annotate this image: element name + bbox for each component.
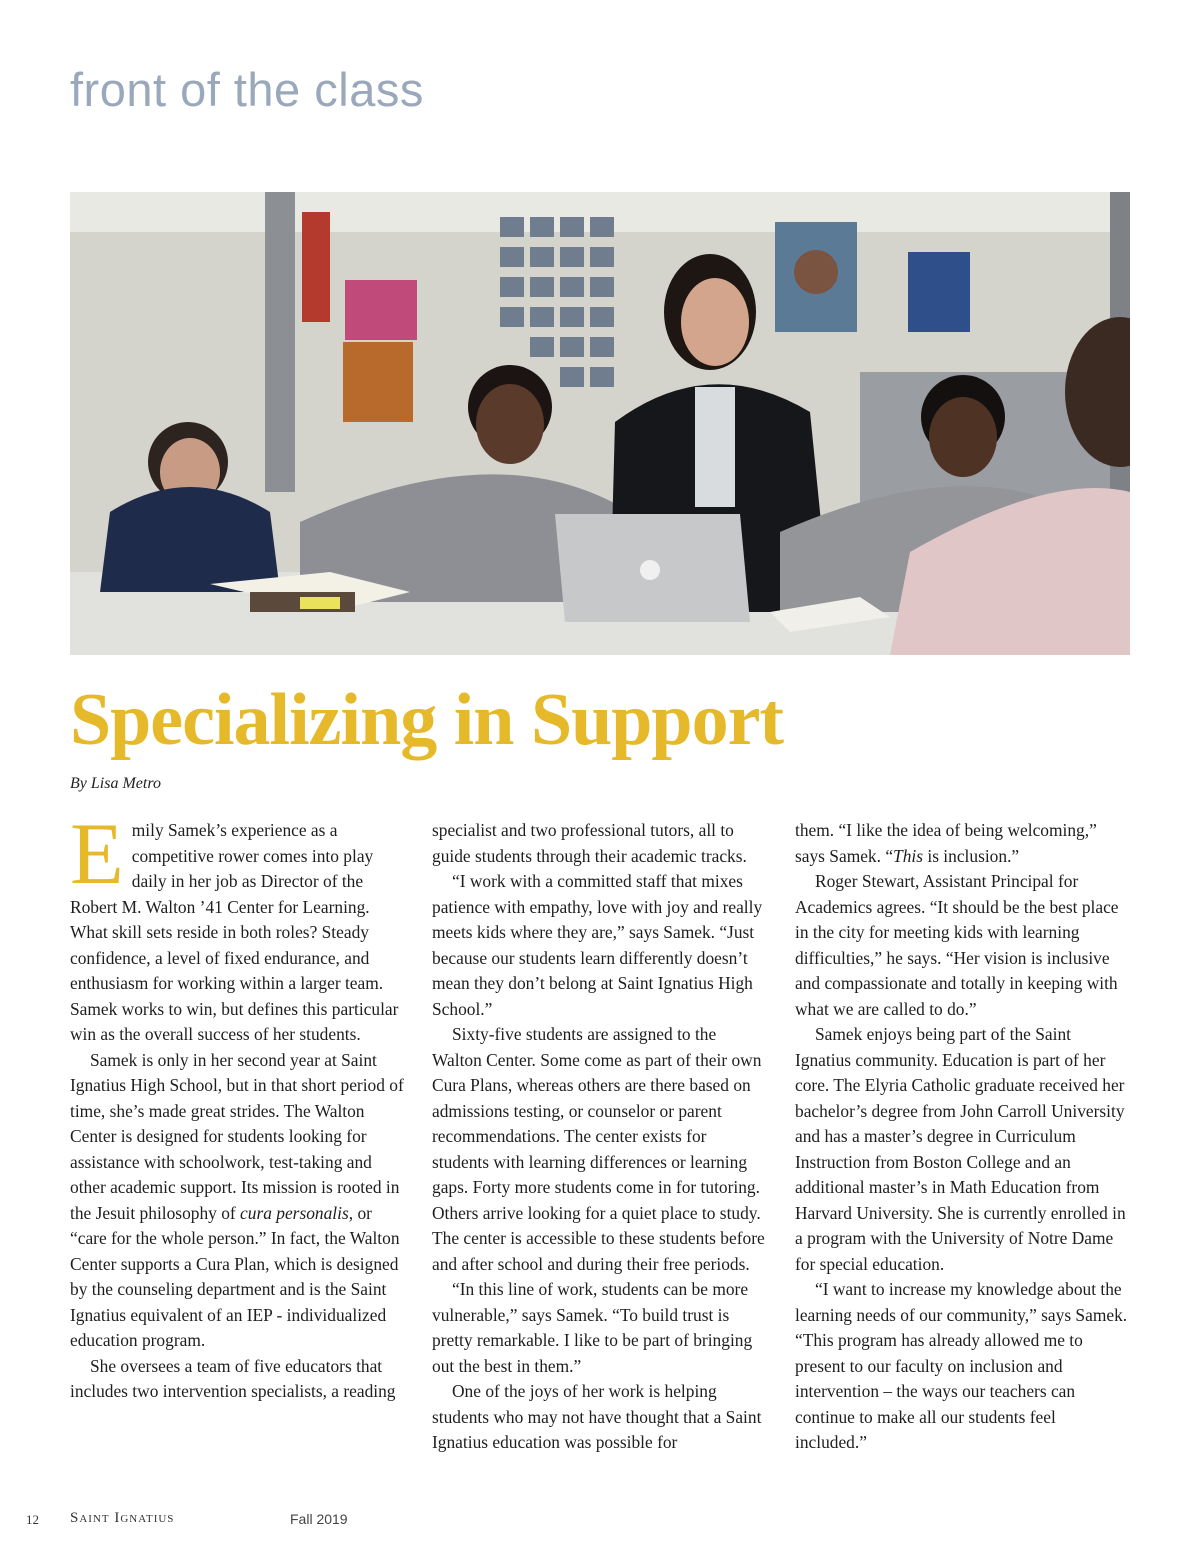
paragraph: specialist and two professional tutors, all to guide students through their academic tracks. <box>432 820 747 866</box>
section-label: front of the class <box>70 63 424 116</box>
paragraph-text: , or “care for the whole person.” In fact, the Walton Center supports a Cura Plan, which is designed by the counseling department and is the Saint Ignatius equivalent of an IEP - individualized education program. <box>70 1202 400 1350</box>
paragraph: She oversees a team of five educators that includes two intervention specialists, a reading <box>70 1355 396 1401</box>
paragraph: Roger Stewart, Assistant Principal for Academics agrees. “It should be the best place in the city for meeting kids with learning difficulties,” he says. “Her vision is inclusive and compassionate and totally in keeping with what we are called to do.” <box>795 871 1119 1019</box>
article-title: Specializing in Support <box>70 679 784 761</box>
paragraph: Sixty-five students are assigned to the Walton Center. Some come as part of their own Cura Plans, whereas others are there based on admissions testing, or counselor or parent recommendations. The center exists for students with learning differences or learning gaps. Forty more students come in for tutoring. Others arrive looking for a quiet place to study. The center is accessible to these students before and after school and during their free periods. <box>432 1024 765 1274</box>
paragraph <box>70 1048 405 1354</box>
page-number: 12 <box>26 1512 39 1527</box>
classroom-photo <box>70 192 1130 655</box>
emphasis-text: cura personalis <box>240 1202 349 1223</box>
paragraph: Samek enjoys being part of the Saint Ignatius community. Education is part of her core. The Elyria Catholic graduate received her bachelor’s degree from John Carroll University and has a master’s degree in Curriculum Instruction from Boston College and an additional master’s in Math Education from Harvard University. She is currently enrolled in a program with the University of Notre Dame for special education. <box>795 1024 1126 1274</box>
paragraph-text: is inclusion.” <box>923 845 1020 866</box>
paragraph-text: them. “I like the idea of being welcoming,” says Samek. “ <box>795 820 1097 866</box>
article-column-2 <box>432 818 767 1456</box>
byline: By Lisa Metro <box>70 775 161 792</box>
emphasis-text: This <box>893 845 924 866</box>
paragraph: “I want to increase my knowledge about the learning needs of our community,” says Samek. “This program has already allowed me to present to our faculty on inclusion and intervention – the ways our teachers can continue to make all our students feel included.” <box>795 1279 1128 1452</box>
drop-cap: E <box>70 806 124 903</box>
paragraph-text: mily Samek’s experience as a competitive rower comes into play daily in her job as Director of the Robert M. Walton ’41 Center for Learning. What skill sets reside in both roles? Steady confidence, a level of fixed endurance, and enthusiasm for working within a larger team. Samek works to win, but defines this particular win as the overall success of her students. <box>70 820 399 1044</box>
paragraph-text: Samek is only in her second year at Saint Ignatius High School, but in that short period of time, she’s made great strides. The Walton Center is designed for students looking for assistance with schoolwork, test-taking and other academic support. Its mission is rooted in the Jesuit philosophy of <box>70 1049 404 1223</box>
issue-date: Fall 2019 <box>290 1511 348 1527</box>
paragraph: “I work with a committed staff that mixes patience with empathy, love with joy and really meets kids where they are,” says Samek. “Just because our students learn differently doesn’t mean they don’t belong at Saint Ignatius High School.” <box>432 871 763 1019</box>
article-column-1 <box>70 806 405 1405</box>
publication-name: Saint Ignatius <box>70 1510 175 1526</box>
article-column-3 <box>795 818 1130 1456</box>
paragraph <box>70 806 405 1048</box>
paragraph: One of the joys of her work is helping students who may not have thought that a Saint Ignatius education was possible for <box>432 1381 762 1452</box>
paragraph <box>795 818 1130 869</box>
paragraph: “In this line of work, students can be more vulnerable,” says Samek. “To build trust is pretty remarkable. I like to be part of bringing out the best in them.” <box>432 1279 753 1376</box>
